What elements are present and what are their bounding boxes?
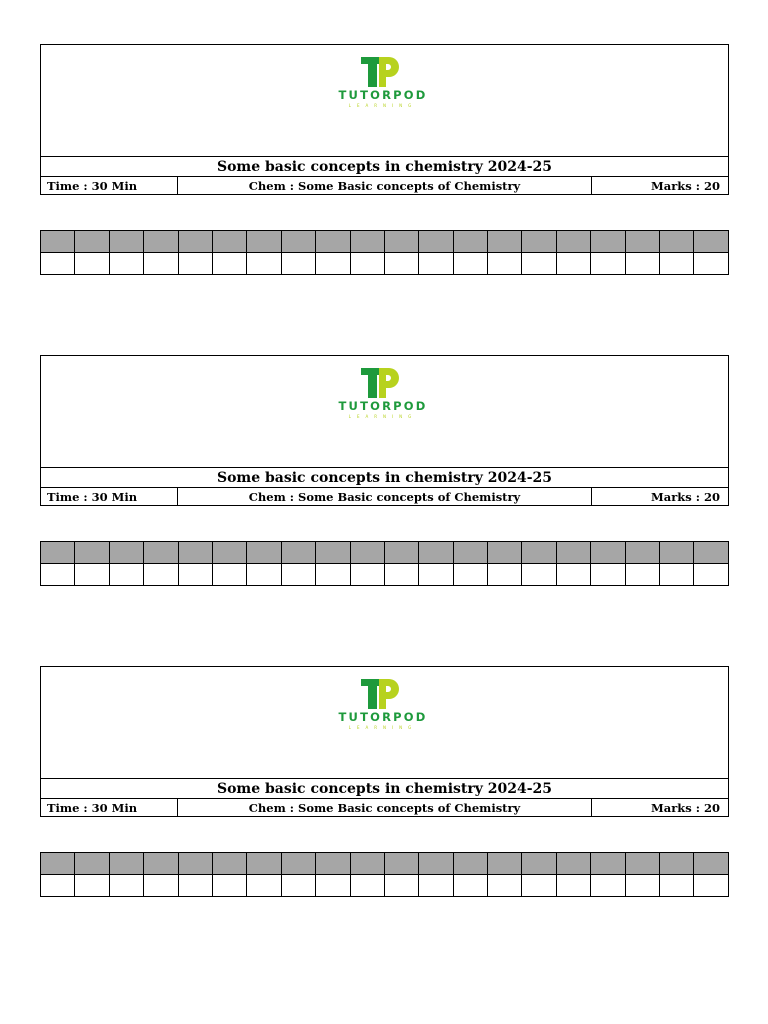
grid-answer-cell — [350, 875, 384, 897]
tutorpod-logo — [337, 55, 429, 108]
subject-cell: Chem : Some Basic concepts of Chemistry — [178, 799, 592, 816]
grid-answer-cell — [316, 875, 350, 897]
grid-answer-cell — [41, 875, 75, 897]
grid-header-cell — [488, 542, 522, 564]
grid-header-cell — [350, 231, 384, 253]
grid-answer-cell — [488, 564, 522, 586]
grid-answer-cell — [522, 253, 556, 275]
grid-header-cell — [41, 853, 75, 875]
grid-header-cell — [660, 853, 694, 875]
grid-header-cell — [212, 853, 246, 875]
sheet-header-3 — [40, 666, 729, 817]
tp-logo-icon — [337, 55, 429, 87]
grid-answer-cell — [556, 564, 590, 586]
grid-header-cell — [247, 542, 281, 564]
grid-answer-cell — [247, 253, 281, 275]
subject-cell: Chem : Some Basic concepts of Chemistry — [178, 177, 592, 194]
grid-header-cell — [625, 853, 659, 875]
tutorpod-logo — [337, 677, 429, 730]
grid-header-cell — [281, 542, 315, 564]
grid-answer-cell — [281, 253, 315, 275]
grid-header-cell — [453, 853, 487, 875]
grid-header-cell — [625, 231, 659, 253]
grid-answer-cell — [109, 564, 143, 586]
grid-answer-cell — [384, 253, 418, 275]
marks-cell: Marks : 20 — [651, 178, 720, 193]
grid-answer-cell — [350, 253, 384, 275]
grid-answer-cell — [453, 253, 487, 275]
grid-header-cell — [591, 542, 625, 564]
grid-header-cell — [384, 853, 418, 875]
grid-header-cell — [178, 853, 212, 875]
grid-answer-cell — [281, 564, 315, 586]
logo-area — [41, 356, 728, 467]
grid-answer-cell — [419, 875, 453, 897]
grid-header-cell — [41, 542, 75, 564]
grid-answer-cell — [75, 253, 109, 275]
grid-answer-cell — [144, 875, 178, 897]
grid-answer-cell — [247, 875, 281, 897]
grid-header-cell — [109, 231, 143, 253]
time-cell: Time : 30 Min — [41, 799, 178, 816]
grid-answer-cell — [591, 875, 625, 897]
grid-header-cell — [212, 542, 246, 564]
logo-area — [41, 45, 728, 156]
grid-header-cell — [522, 542, 556, 564]
info-row — [41, 176, 728, 194]
grid-header-cell — [281, 853, 315, 875]
grid-header-cell — [522, 231, 556, 253]
grid-header-cell — [522, 853, 556, 875]
grid-answer-cell — [694, 564, 729, 586]
grid-header-cell — [75, 542, 109, 564]
grid-answer-cell — [109, 253, 143, 275]
grid-header-cell — [109, 542, 143, 564]
grid-header-cell — [75, 231, 109, 253]
grid-header-cell — [556, 542, 590, 564]
grid-answer-cell — [178, 875, 212, 897]
grid-header-cell — [144, 231, 178, 253]
subject-cell: Chem : Some Basic concepts of Chemistry — [178, 488, 592, 505]
answer-grid-2 — [40, 541, 729, 586]
grid-header-cell — [625, 542, 659, 564]
grid-header-cell — [212, 231, 246, 253]
marks-cell: Marks : 20 — [651, 800, 720, 815]
grid-answer-cell — [694, 875, 729, 897]
grid-answer-cell — [453, 875, 487, 897]
grid-header-cell — [316, 853, 350, 875]
grid-header-row — [41, 853, 729, 875]
grid-header-cell — [316, 542, 350, 564]
grid-header-cell — [694, 231, 729, 253]
grid-header-cell — [384, 231, 418, 253]
sheet-title: Some basic concepts in chemistry 2024-25 — [41, 778, 728, 798]
brand-name: TUTORPOD — [338, 88, 428, 102]
grid-answer-cell — [316, 253, 350, 275]
grid-header-cell — [453, 231, 487, 253]
grid-answer-cell — [488, 253, 522, 275]
grid-answer-cell — [41, 253, 75, 275]
grid-answer-cell — [41, 564, 75, 586]
grid-answer-cell — [75, 564, 109, 586]
grid-answer-cell — [591, 253, 625, 275]
grid-header-cell — [144, 853, 178, 875]
brand-tagline: LEARNING — [348, 414, 418, 419]
brand-name: TUTORPOD — [338, 710, 428, 724]
grid-header-cell — [350, 542, 384, 564]
grid-header-cell — [144, 542, 178, 564]
grid-answer-cell — [522, 564, 556, 586]
grid-answer-cell — [178, 253, 212, 275]
grid-header-cell — [41, 231, 75, 253]
grid-answer-cell — [591, 564, 625, 586]
info-row — [41, 487, 728, 505]
logo-area — [41, 667, 728, 778]
grid-header-cell — [109, 853, 143, 875]
grid-header-cell — [419, 853, 453, 875]
grid-answer-cell — [144, 564, 178, 586]
grid-answer-cell — [488, 875, 522, 897]
grid-header-cell — [384, 542, 418, 564]
sheet-header-2 — [40, 355, 729, 506]
grid-answer-cell — [350, 564, 384, 586]
grid-answer-row — [41, 875, 729, 897]
grid-answer-cell — [419, 253, 453, 275]
grid-answer-cell — [694, 253, 729, 275]
answer-grid-1 — [40, 230, 729, 275]
answer-grid-3 — [40, 852, 729, 897]
grid-header-cell — [247, 853, 281, 875]
grid-answer-row — [41, 253, 729, 275]
grid-header-cell — [247, 231, 281, 253]
grid-answer-cell — [75, 875, 109, 897]
grid-header-cell — [694, 853, 729, 875]
grid-answer-cell — [625, 253, 659, 275]
grid-header-cell — [488, 853, 522, 875]
grid-answer-cell — [109, 875, 143, 897]
grid-answer-cell — [212, 253, 246, 275]
grid-header-cell — [453, 542, 487, 564]
grid-answer-cell — [316, 564, 350, 586]
sheet-header-1 — [40, 44, 729, 195]
sheet-title: Some basic concepts in chemistry 2024-25 — [41, 156, 728, 176]
grid-answer-cell — [384, 875, 418, 897]
grid-answer-cell — [660, 875, 694, 897]
grid-answer-cell — [556, 875, 590, 897]
grid-header-cell — [350, 853, 384, 875]
grid-header-row — [41, 231, 729, 253]
grid-answer-cell — [247, 564, 281, 586]
grid-answer-cell — [522, 875, 556, 897]
time-cell: Time : 30 Min — [41, 177, 178, 194]
grid-header-cell — [556, 853, 590, 875]
grid-answer-cell — [625, 875, 659, 897]
grid-header-cell — [419, 231, 453, 253]
grid-header-cell — [419, 542, 453, 564]
info-row — [41, 798, 728, 816]
grid-answer-cell — [660, 564, 694, 586]
grid-header-cell — [281, 231, 315, 253]
grid-answer-cell — [660, 253, 694, 275]
grid-answer-cell — [625, 564, 659, 586]
grid-header-cell — [75, 853, 109, 875]
grid-header-cell — [660, 542, 694, 564]
grid-header-cell — [694, 542, 729, 564]
grid-header-cell — [591, 853, 625, 875]
brand-tagline: LEARNING — [348, 725, 418, 730]
grid-answer-row — [41, 564, 729, 586]
grid-header-row — [41, 542, 729, 564]
grid-answer-cell — [281, 875, 315, 897]
grid-header-cell — [591, 231, 625, 253]
grid-header-cell — [316, 231, 350, 253]
grid-header-cell — [660, 231, 694, 253]
grid-header-cell — [556, 231, 590, 253]
grid-answer-cell — [212, 875, 246, 897]
marks-cell: Marks : 20 — [651, 489, 720, 504]
grid-answer-cell — [419, 564, 453, 586]
grid-answer-cell — [453, 564, 487, 586]
brand-tagline: LEARNING — [348, 103, 418, 108]
brand-name: TUTORPOD — [338, 399, 428, 413]
grid-answer-cell — [178, 564, 212, 586]
tp-logo-icon — [337, 366, 429, 398]
tp-logo-icon — [337, 677, 429, 709]
grid-answer-cell — [556, 253, 590, 275]
grid-header-cell — [178, 542, 212, 564]
grid-answer-cell — [144, 253, 178, 275]
grid-header-cell — [178, 231, 212, 253]
tutorpod-logo — [337, 366, 429, 419]
grid-answer-cell — [212, 564, 246, 586]
grid-answer-cell — [384, 564, 418, 586]
time-cell: Time : 30 Min — [41, 488, 178, 505]
sheet-title: Some basic concepts in chemistry 2024-25 — [41, 467, 728, 487]
grid-header-cell — [488, 231, 522, 253]
